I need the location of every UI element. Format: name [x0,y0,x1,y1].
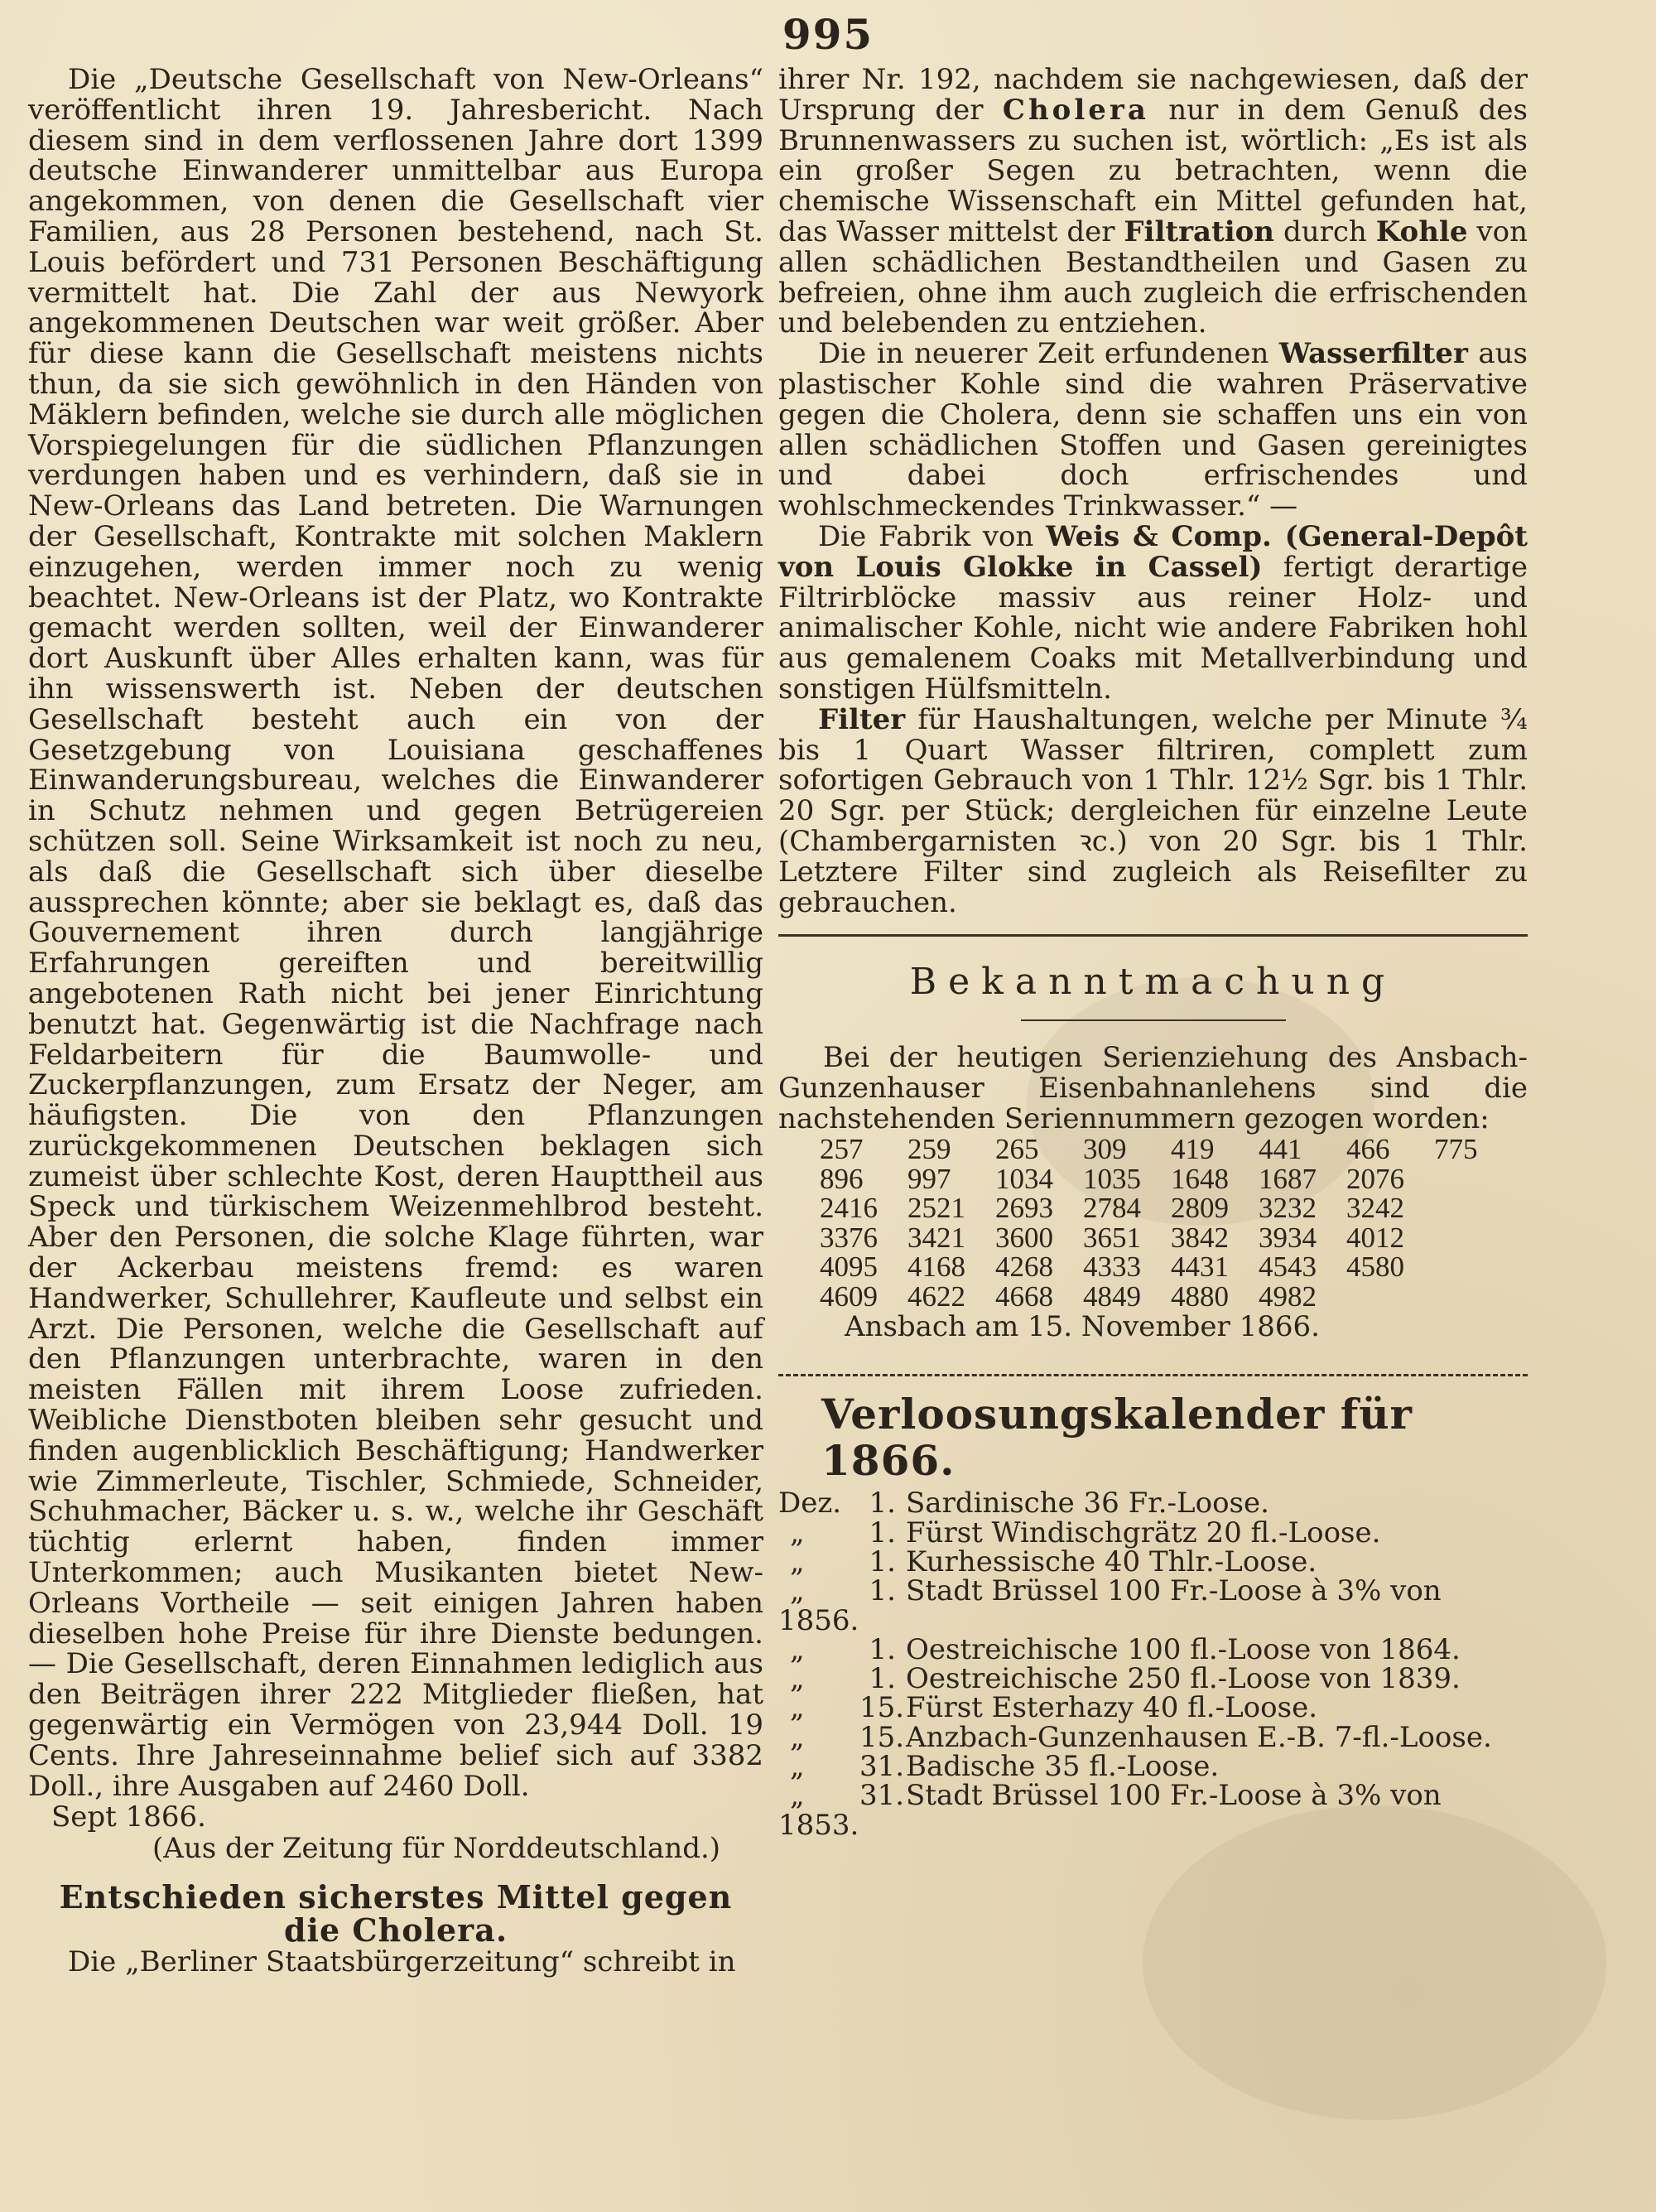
serial-number: 4543 [1259,1251,1317,1284]
verloosung-day: 31. [859,1749,905,1783]
serial-number: 4668 [995,1279,1053,1313]
verloosung-item [778,1662,1528,1696]
verloosung-month: „ [790,1662,805,1696]
serial-number: 4431 [1171,1251,1229,1284]
verloosung-day: 31. [859,1779,905,1813]
serial-number: 3376 [820,1221,878,1254]
verloosung-month: „ [790,1749,805,1783]
serial-number: 2416 [820,1192,878,1225]
serial-number: 4609 [820,1279,878,1313]
serial-number: 2784 [1083,1192,1141,1225]
serial-row [820,1223,1522,1253]
verloosung-month: „ [790,1779,805,1813]
bekanntmachung-intro: Bei der heutigen Serienziehung des Ansbach-Gunzenhauser Eisenbahnanlehens sind die nachstehenden Seriennummern gezogen worden: [778,1041,1528,1136]
verloosung-list [778,1489,1528,1840]
serial-number: 4880 [1171,1279,1229,1313]
serial-number: 2693 [995,1192,1053,1225]
fabrik-name: Weis & Comp. (General-Depôt von Louis Glokke in Cassel) [778,519,1528,584]
serial-number: 3232 [1259,1192,1317,1225]
verloosung-item [778,1545,1528,1578]
serial-number: 2521 [907,1192,965,1225]
verloosung-day: 1. [869,1662,896,1696]
serial-number: 309 [1083,1133,1127,1166]
verloosung-item [778,1516,1528,1549]
serial-number: 997 [907,1162,951,1195]
verloosung-text: Sardinische 36 Fr.-Loose. [906,1487,1269,1520]
verloosung-day: 1. [869,1632,896,1666]
verloosung-item [778,1781,1528,1840]
text-segment: durch [1274,214,1376,248]
bekanntmachung-title: Bekanntmachung [909,961,1397,1004]
serial-number: 896 [820,1162,864,1195]
text-segment: Die in neuerer Zeit erfundenen [818,337,1279,371]
verloosung-day: 1. [869,1574,896,1608]
verloosung-item [778,1749,1528,1783]
serial-number: 4849 [1083,1279,1141,1313]
serial-number: 4268 [995,1251,1053,1284]
text-segment: aus plastischer Kohle sind die wahren Präservative gegen die Cholera, denn sie schaffen uns ein von allen schädlichen Stoffen und Gasen gereinigtes und dabei doch erfrischendes und wohlschmeckendes Trinkwasser.“ — [778,337,1528,523]
verloosung-text: Oestreichische 100 fl.-Loose von 1864. [906,1632,1461,1666]
article-source: (Aus der Zeitung für Norddeutschland.) [152,1832,721,1866]
serial-number: 2076 [1346,1162,1404,1195]
right-column [778,65,1528,1840]
verloosung-item [778,1691,1528,1725]
serial-number: 4168 [907,1251,965,1284]
cholera-paragraph-start: Die „Berliner Staatsbürgerzeitung“ schreibt in [68,1945,736,1979]
serial-row [820,1282,1522,1312]
verloosung-text: Stadt Brüssel 100 Fr.-Loose à 3% von 1853. [778,1779,1442,1842]
serial-number: 4333 [1083,1251,1141,1284]
serial-row [820,1164,1522,1194]
article-new-orleans-society: Die „Deutsche Gesellschaft von New-Orleans“ veröffentlicht ihren 19. Jahresbericht. Nach diesem sind in dem verflossenen Jahre dort 1399 deutsche Einwanderer unmittelbar aus Europa angekommen, von denen die Gesellschaft vier Familien, aus 28 Personen bestehend, nach St. Louis befördert und 731 Personen Beschäftigung vermittelt hat. Die Zahl der aus Newyork angekommenen Deutschen war weit größer. Aber für diese kann die Gesellschaft meistens nichts thun, da sie sich gewöhnlich in den Händen von Mäklern befinden, welche sie durch alle möglichen Vorspiegelungen für die südlichen Pflanzungen verdungen haben und es verhindern, daß sie in New-Orleans das Land betreten. Die Warnungen der Gesellschaft, Kontrakte mit solchen Maklern einzugehen, werden immer noch zu wenig beachtet. New-Orleans ist der Platz, wo Kontrakte gemacht werden sollten, weil der Einwanderer dort Auskunft über Alles erhalten kann, was für ihn wissenswerth ist. Neben der deutschen Gesellschaft besteht auch ein von der Gesetzgebung von Louisiana geschaffenes Einwanderungsbureau, welches die Einwanderer in Schutz nehmen und gegen Betrügereien schützen soll. Seine Wirksamkeit ist noch zu neu, als daß die Gesellschaft sich über dieselbe aussprechen könnte; aber sie beklagt es, daß das Gouvernement ihren durch langjährige Erfahrungen gereiften und bereitwillig angebotenen Rath nicht bei jener Einrichtung benutzt hat. Gegenwärtig ist die Nachfrage nach Feldarbeitern für die Baumwolle- und Zuckerpflanzungen, zum Ersatz der Neger, am häufigsten. Die von den Pflanzungen zurückgekommenen Deutschen beklagen sich zumeist über schlechte Kost, deren Haupttheil aus Speck und türkischem Weizenmehlbrod besteht. Aber den Personen, die solche Klage führten, war der Ackerbau meistens fremd: es waren Handwerker, Schullehrer, Kaufleute und selbst ein Arzt. Die Personen, welche die Gesellschaft auf den Pflanzungen unterbrachte, waren in den meisten Fällen mit ihrem Loose zufrieden. Weibliche Dienstboten bleiben sehr gesucht und finden augenblicklich Beschäftigung; Handwerker wie Zimmerleute, Tischler, Schmiede, Schneider, Schuhmacher, Bäcker u. s. w., welche ihr Geschäft tüchtig erlernt haben, finden immer Unterkommen; auch Musikanten bietet New-Orleans Vortheile — seit einigen Jahren haben dieselben hohe Preise für ihre Dienste bedungen. — Die Gesellschaft, deren Einnahmen lediglich aus den Beiträgen ihrer 222 Mitglieder fließen, hat gegenwärtig ein Vermögen von 23,944 Doll. 19 Cents. Ihre Jahreseinnahme belief sich auf 3382 Doll., ihre Ausgaben auf 2460 Doll. [28,63,763,1803]
cholera-keyword: Cholera [1002,93,1149,127]
serial-number: 4622 [907,1279,965,1313]
verloosung-text: Anzbach-Gunzenhausen E.-B. 7-fl.-Loose. [906,1720,1492,1754]
verloosung-text: Oestreichische 250 fl.-Loose von 1839. [906,1662,1461,1696]
serial-row [820,1193,1522,1223]
verloosung-item [778,1632,1528,1666]
serial-number: 3600 [995,1221,1053,1254]
verloosung-text: Fürst Esterhazy 40 fl.-Loose. [906,1691,1318,1725]
verloosung-item [778,1574,1528,1637]
verloosung-month: „ [790,1720,805,1754]
cholera-heading: Entschieden sicherstes Mittel gegen die Cholera. [59,1878,733,1949]
serial-number: 441 [1259,1133,1302,1166]
fabrik-paragraph [778,519,1528,706]
page-number: 995 [782,10,874,59]
filter-keyword: Filter [818,702,906,736]
left-column [28,65,763,1978]
kohle-keyword: Kohle [1375,214,1468,248]
verloosung-item [778,1489,1528,1518]
verloosung-text: Kurhessische 40 Thlr.-Loose. [906,1545,1317,1578]
serial-number: 3242 [1346,1192,1404,1225]
verloosung-title: Verloosungskalender für 1866. [821,1390,1413,1486]
wasserfilter-keyword: Wasserfilter [1278,337,1468,371]
serial-number: 1687 [1259,1162,1317,1195]
text-segment: fertigt derartige Filtrirblöcke massiv aus reiner Holz- und animalischer Kohle, nicht wie andere Fabriken hohl aus gemalenem Coaks mit Metallverbindung und sonstigen Hülfsmitteln. [778,550,1528,706]
verloosung-month: Dez. [778,1487,842,1520]
serial-numbers-table [820,1135,1522,1311]
verloosung-day: 15. [859,1720,905,1754]
verloosung-day: 1. [869,1545,896,1578]
section-divider [778,934,1528,937]
article-date: Sept 1866. [51,1800,206,1834]
verloosung-month: „ [790,1632,805,1666]
verloosung-item [778,1720,1528,1754]
verloosung-month: „ [790,1545,805,1578]
serial-number [1346,1282,1434,1312]
text-segment: ihrer Nr. 192, nachdem sie nachgewiesen, daß der Ursprung der [778,63,1528,127]
verloosung-month: „ [790,1691,805,1725]
serial-number: 4012 [1346,1221,1404,1254]
serial-number: 4580 [1346,1251,1404,1284]
serial-row [820,1135,1522,1164]
title-underline [1021,1019,1286,1021]
verloosung-month: „ [790,1574,805,1608]
serial-number: 257 [820,1133,864,1166]
serial-number: 1034 [995,1162,1053,1195]
serial-number: 466 [1346,1133,1390,1166]
serial-number: 4982 [1259,1279,1317,1313]
verloosung-day: 15. [859,1691,905,1725]
serial-row [820,1252,1522,1282]
serial-number: 4095 [820,1251,878,1284]
verloosung-day: 1. [869,1516,896,1549]
serial-number: 3934 [1259,1221,1317,1254]
wasserfilter-paragraph [778,339,1528,522]
filtration-keyword: Filtration [1124,214,1275,248]
bekanntmachung-signoff: Ansbach am 15. November 1866. [845,1310,1320,1344]
cholera-paragraph-continued [778,65,1528,339]
serial-number: 775 [1434,1133,1478,1166]
serial-number: 1035 [1083,1162,1141,1195]
verloosung-day: 1. [869,1487,896,1520]
text-segment: für Haushaltungen, welche per Minute ¾ bis 1 Quart Wasser filtriren, complett zum sofortigen Gebrauch von 1 Thlr. 12½ Sgr. bis 1 Thlr. 20 Sgr. per Stück; dergleichen für einzelne Leute (Chambergarnisten ꝛc.) von 20 Sgr. bis 1 Thlr. Letztere Filter sind zugleich als Reisefilter zu gebrauchen. [778,702,1528,919]
verloosung-text: Fürst Windischgrätz 20 fl.-Loose. [906,1516,1381,1549]
verloosung-month: „ [790,1516,805,1549]
serial-number: 419 [1171,1133,1215,1166]
verloosung-text: Badische 35 fl.-Loose. [906,1749,1220,1783]
verloosung-text: Stadt Brüssel 100 Fr.-Loose à 3% von 1856. [778,1574,1442,1637]
serial-number: 3651 [1083,1221,1141,1254]
serial-number: 1648 [1171,1162,1229,1195]
serial-number: 259 [907,1133,951,1166]
serial-number: 3421 [907,1221,965,1254]
serial-number: 265 [995,1133,1039,1166]
paper-stain [1143,1805,1606,2120]
section-divider-dashed [778,1374,1528,1376]
text-segment: von allen schädlichen Bestandtheilen und Gasen zu befreien, ohne ihm auch zugleich die erfrischenden und belebenden zu entziehen. [778,214,1528,340]
serial-number: 2809 [1171,1192,1229,1225]
text-segment: nur in dem Genuß des Brunnenwassers zu suchen ist, wörtlich: „Es ist als ein großer Segen zu betrachten, wenn die chemische Wissenschaft ein Mittel gefunden hat, das Wasser mittelst der [778,93,1528,248]
serial-number: 3842 [1171,1221,1229,1254]
text-segment: Die Fabrik von [818,519,1047,553]
filter-paragraph [778,702,1528,919]
